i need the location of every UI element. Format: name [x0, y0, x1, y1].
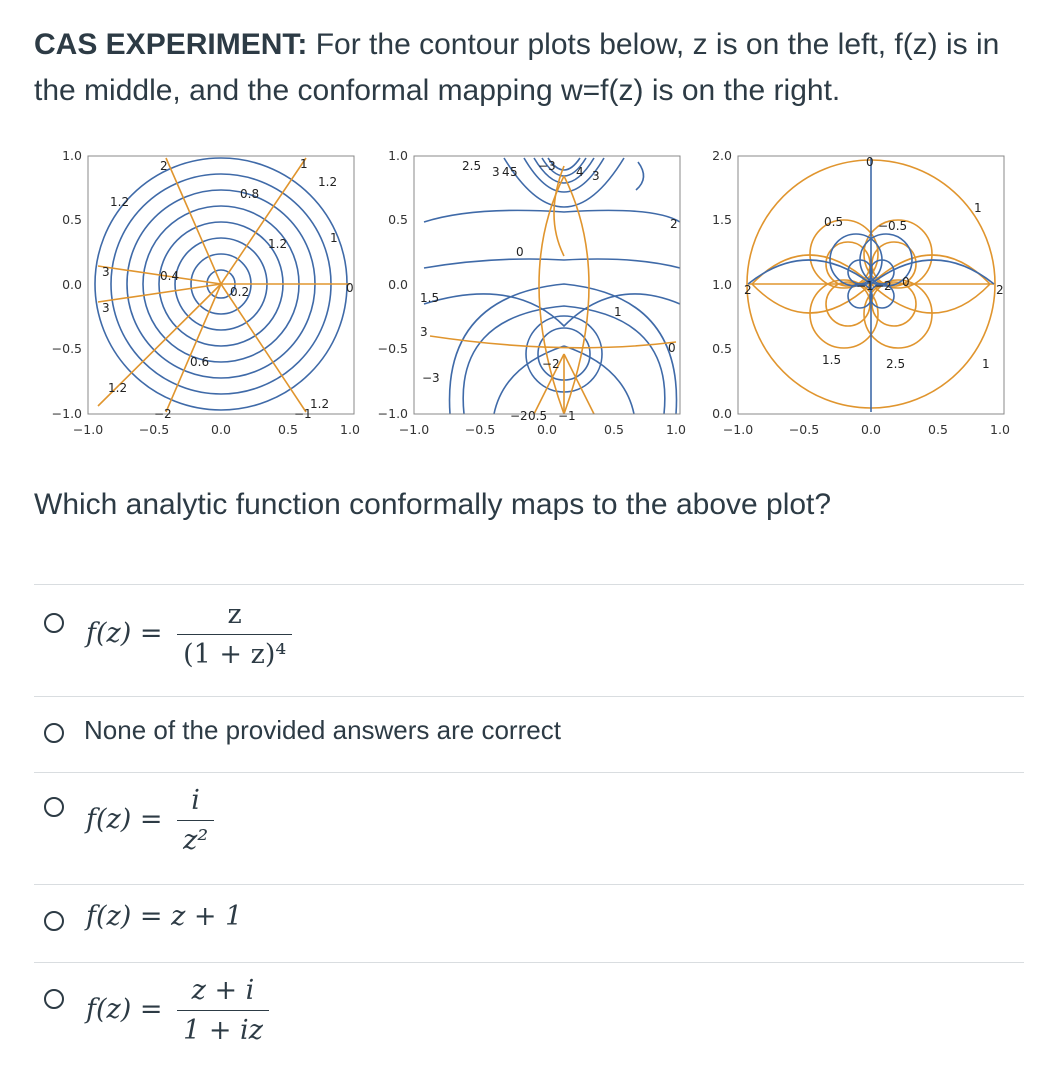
y-tick: 0.5: [388, 212, 408, 227]
option-text: None of the provided answers are correct: [84, 715, 561, 745]
plot-w-plane: [672, 146, 1012, 446]
fraction-numerator: z + i: [177, 975, 269, 1011]
contour-label: 2.5: [886, 357, 906, 371]
radio-button[interactable]: [44, 911, 64, 931]
contour-label: 2: [670, 217, 678, 231]
contour-label: 0.8: [240, 187, 260, 201]
option-formula: [86, 599, 292, 670]
y-tick: 1.0: [712, 277, 732, 292]
x-tick: 0.5: [928, 422, 948, 437]
contour-label: 2: [744, 283, 752, 297]
contour-label: −1: [558, 409, 576, 423]
x-tick: −1.0: [398, 422, 430, 437]
contour-label: 3: [420, 325, 428, 339]
y-tick: 0.5: [62, 212, 82, 227]
contour-label: 3: [492, 165, 500, 179]
radio-button[interactable]: [44, 989, 64, 1009]
y-tick: −0.5: [51, 341, 82, 356]
contour-label: 1.2: [268, 237, 288, 251]
y-tick: 1.0: [388, 148, 408, 163]
y-tick: 0.0: [62, 277, 82, 292]
answer-option-3[interactable]: [34, 773, 1024, 883]
option-formula: f(z) = z + 1: [86, 901, 243, 932]
y-tick: 2.0: [712, 148, 732, 163]
contour-label: 3: [592, 169, 600, 183]
contour-label: 1.5: [822, 353, 842, 367]
fraction-denominator: (1 + z)⁴: [183, 639, 287, 670]
contour-label: 1.5: [420, 291, 440, 305]
contour-label: −3: [422, 371, 440, 385]
x-tick: −0.5: [464, 422, 496, 437]
y-tick: 1.5: [712, 212, 732, 227]
x-tick: −1.0: [722, 422, 754, 437]
fraction-denominator: 1 + iz: [183, 1015, 263, 1046]
contour-label: 5: [510, 165, 518, 179]
x-tick: 1.0: [666, 422, 686, 437]
x-tick: −1.0: [72, 422, 104, 437]
contour-label: 0.5: [528, 409, 548, 423]
contour-label: 1.2: [108, 381, 128, 395]
plot-z-plane: [20, 146, 360, 446]
radio-button[interactable]: [44, 613, 64, 633]
contour-label: 0.5: [824, 215, 844, 229]
contour-label: 2.5: [462, 159, 482, 173]
y-tick: −1.0: [51, 406, 82, 421]
option-lhs: f(z) =: [86, 618, 163, 649]
contour-label: 4: [502, 165, 510, 179]
answer-option-4[interactable]: [34, 885, 1024, 961]
contour-label: 1.2: [318, 175, 338, 189]
contour-label: −2: [542, 357, 560, 371]
contour-label: 1: [974, 201, 982, 215]
question-prompt: [34, 22, 1024, 114]
contour-label: 4: [576, 165, 584, 179]
option-formula: [86, 975, 269, 1046]
question-text: Which analytic function conformally maps to the above plot?: [34, 488, 832, 521]
contour-label: 0: [668, 341, 676, 355]
y-tick: 0.5: [712, 341, 732, 356]
contour-label: 1: [982, 357, 990, 371]
y-tick: 1.0: [62, 148, 82, 163]
answer-option-2[interactable]: [34, 697, 1024, 771]
contour-label: 0: [866, 155, 874, 169]
contour-label: −2: [154, 407, 172, 421]
x-tick: 1.0: [990, 422, 1010, 437]
x-tick: 1.0: [340, 422, 360, 437]
x-tick: 0.0: [211, 422, 231, 437]
contour-label: −1: [856, 279, 874, 293]
x-tick: 0.5: [604, 422, 624, 437]
option-lhs: f(z) =: [86, 994, 163, 1025]
contour-label: 3: [102, 265, 110, 279]
radio-button[interactable]: [44, 723, 64, 743]
contour-label: −1: [294, 407, 312, 421]
fraction-numerator: z: [177, 599, 292, 635]
contour-label: 1.2: [310, 397, 330, 411]
y-tick: 0.0: [388, 277, 408, 292]
fraction-denominator: z²: [183, 825, 209, 856]
y-tick: −0.5: [377, 341, 408, 356]
option-formula: [86, 785, 214, 856]
contour-label: 0.6: [190, 355, 210, 369]
fraction-numerator: i: [177, 785, 214, 821]
contour-label: 1: [614, 305, 622, 319]
y-tick: −1.0: [377, 406, 408, 421]
prompt-bold-prefix: CAS EXPERIMENT:: [34, 28, 308, 61]
contour-label: −0.5: [878, 219, 908, 233]
x-tick: 0.0: [861, 422, 881, 437]
contour-label: 0.4: [160, 269, 180, 283]
contour-label: 1: [300, 157, 308, 171]
answer-option-1[interactable]: [34, 585, 1024, 695]
y-tick: 0.0: [712, 406, 732, 421]
contour-label: 0: [516, 245, 524, 259]
x-tick: 0.5: [278, 422, 298, 437]
option-lhs: f(z) =: [86, 804, 163, 835]
x-tick: 0.0: [537, 422, 557, 437]
contour-label: −2: [874, 279, 892, 293]
radio-button[interactable]: [44, 797, 64, 817]
x-tick: −0.5: [138, 422, 170, 437]
contour-label: 1: [330, 231, 338, 245]
plot-fz: [346, 146, 686, 446]
contour-label: 0.2: [230, 285, 250, 299]
contour-label: 2: [996, 283, 1004, 297]
contour-label: −2: [510, 409, 528, 423]
contour-label: 3: [102, 301, 110, 315]
contour-label: 1.2: [110, 195, 130, 209]
prompt-text: For the contour plots below, z is on the left, f(z) is in the middle, and the conformal mapping w=f(z) is on the right.: [34, 28, 1000, 107]
contour-label: 0: [902, 275, 910, 289]
orange-contours: [430, 166, 676, 414]
contour-label: 2: [160, 159, 168, 173]
contour-label: −3: [538, 159, 556, 173]
contour-label: 0: [346, 281, 354, 295]
answer-option-5[interactable]: [34, 963, 1024, 1073]
x-tick: −0.5: [788, 422, 820, 437]
